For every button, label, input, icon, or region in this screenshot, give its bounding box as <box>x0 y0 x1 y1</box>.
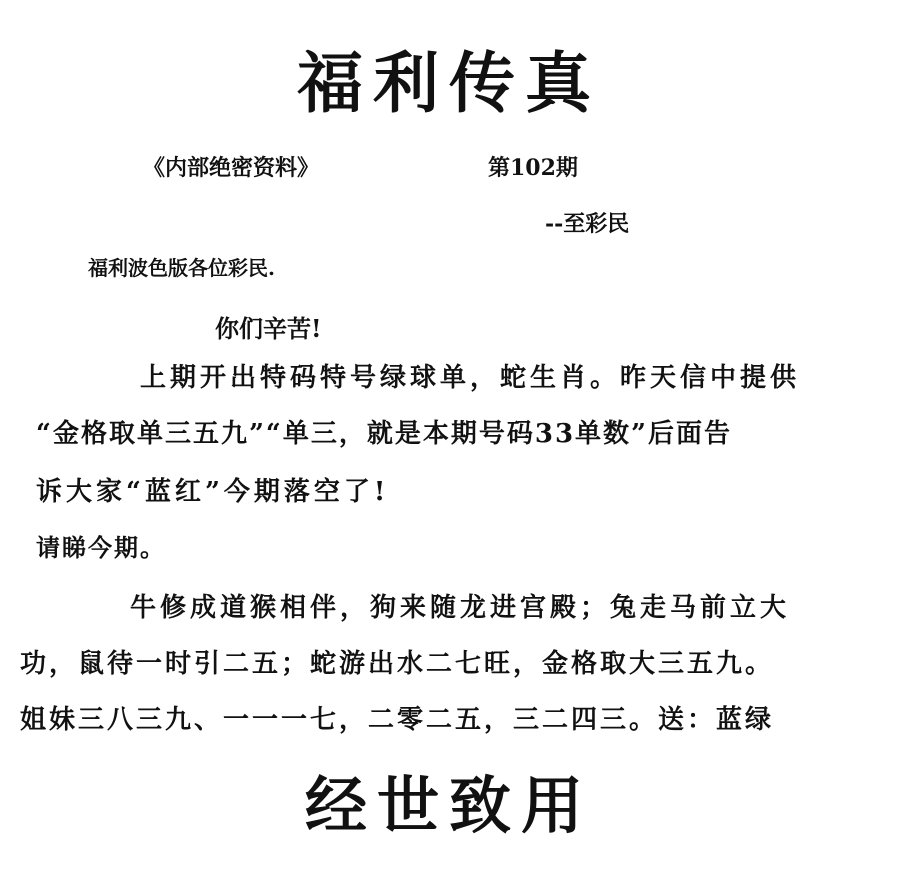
body-line-5: 牛修成道猴相伴，狗来随龙进宫殿；兔走马前立大 <box>130 593 791 623</box>
issue-number: 第102期 <box>488 155 578 181</box>
footer-motto: 经世致用 <box>304 769 593 842</box>
document-subtitle: 《内部绝密资料》 <box>143 155 320 181</box>
letter-greeting: 你们辛苦! <box>215 314 322 343</box>
body-line-7: 姐妹三八三九、一一一七，二零二五，三二四三。送：蓝绿 <box>20 705 775 735</box>
body-line-4: 请睇今期。 <box>36 533 166 562</box>
letter-address: 福利波色版各位彩民. <box>88 256 275 280</box>
body-line-2: “金格取单三五九”“单三，就是本期号码33单数”后面告 <box>36 419 733 449</box>
body-line-6: 功，鼠待一时引二五；蛇游出水二七旺，金格取大三五九。 <box>20 649 775 679</box>
body-line-3: 诉大家“蓝红”今期落空了! <box>36 477 390 507</box>
letter-signature: --至彩民 <box>545 211 630 237</box>
body-line-1: 上期开出特码特号绿球单，蛇生肖。昨天信中提供 <box>140 363 801 393</box>
document-title: 福利传真 <box>297 44 601 122</box>
